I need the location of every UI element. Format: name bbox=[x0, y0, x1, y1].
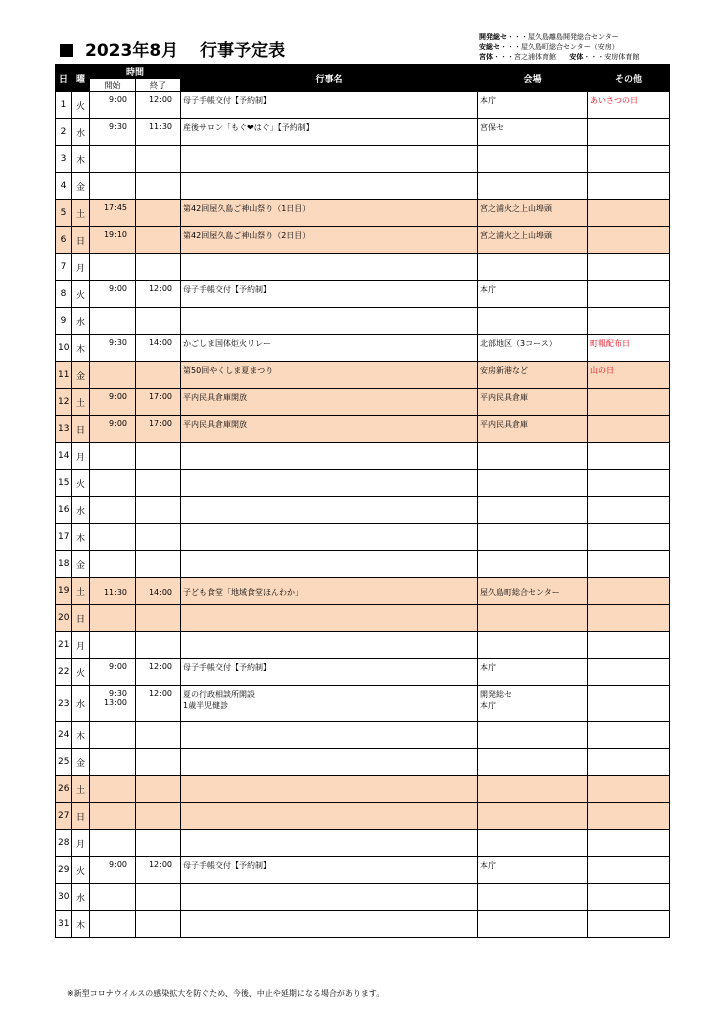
event-cell bbox=[181, 146, 478, 173]
table-row bbox=[56, 857, 670, 884]
weekday-cell: 木 bbox=[72, 524, 90, 551]
day-cell: 23 bbox=[56, 686, 72, 722]
other-cell bbox=[588, 911, 670, 938]
start-time-cell: 11:30 bbox=[90, 578, 136, 605]
venue-cell: 宮之浦火之上山埠頭 bbox=[478, 227, 588, 254]
day-cell: 15 bbox=[56, 470, 72, 497]
legend-line: 開発総セ・・・屋久島離島開発総合センター bbox=[479, 33, 619, 41]
other-cell bbox=[588, 443, 670, 470]
venue-cell: 平内民具倉庫 bbox=[478, 389, 588, 416]
table-row bbox=[56, 389, 670, 416]
footnote: ※新型コロナウイルスの感染拡大を防ぐため、今後、中止や延期になる場合があります。 bbox=[67, 989, 385, 998]
day-cell: 29 bbox=[56, 857, 72, 884]
event-cell bbox=[181, 776, 478, 803]
table-row bbox=[56, 92, 670, 119]
table-row bbox=[56, 443, 670, 470]
weekday-cell: 日 bbox=[72, 605, 90, 632]
event-cell bbox=[181, 308, 478, 335]
event-cell bbox=[181, 830, 478, 857]
day-cell: 20 bbox=[56, 605, 72, 632]
venue-cell bbox=[478, 722, 588, 749]
end-time-cell: 11:30 bbox=[136, 119, 181, 146]
other-cell bbox=[588, 497, 670, 524]
venue-cell bbox=[478, 173, 588, 200]
table-row bbox=[56, 173, 670, 200]
event-cell bbox=[181, 722, 478, 749]
weekday-cell: 金 bbox=[72, 551, 90, 578]
table-row bbox=[56, 605, 670, 632]
venue-cell bbox=[478, 497, 588, 524]
end-time-cell: 12:00 bbox=[136, 857, 181, 884]
other-cell bbox=[588, 722, 670, 749]
end-time-cell bbox=[136, 884, 181, 911]
weekday-cell: 水 bbox=[72, 497, 90, 524]
day-cell: 3 bbox=[56, 146, 72, 173]
event-cell: かごしま国体炬火リレー bbox=[181, 335, 478, 362]
venue-cell: 宮保セ bbox=[478, 119, 588, 146]
start-time-cell: 9:30 bbox=[90, 335, 136, 362]
event-cell: 産後サロン「もぐ❤はぐ」【予約制】 bbox=[181, 119, 478, 146]
venue-cell bbox=[478, 803, 588, 830]
start-time-cell bbox=[90, 254, 136, 281]
start-time-cell bbox=[90, 749, 136, 776]
weekday-cell: 月 bbox=[72, 443, 90, 470]
table-row bbox=[56, 119, 670, 146]
weekday-cell: 水 bbox=[72, 884, 90, 911]
other-cell bbox=[588, 146, 670, 173]
venue-cell bbox=[478, 146, 588, 173]
venue-cell: 本庁 bbox=[478, 92, 588, 119]
other-cell bbox=[588, 605, 670, 632]
end-time-cell: 12:00 bbox=[136, 686, 181, 722]
other-cell bbox=[588, 173, 670, 200]
day-cell: 4 bbox=[56, 173, 72, 200]
weekday-cell: 月 bbox=[72, 632, 90, 659]
table-row bbox=[56, 470, 670, 497]
venue-cell bbox=[478, 776, 588, 803]
start-time-cell bbox=[90, 830, 136, 857]
other-cell bbox=[588, 551, 670, 578]
other-cell: 町報配布日 bbox=[588, 335, 670, 362]
weekday-cell: 木 bbox=[72, 335, 90, 362]
end-time-cell bbox=[136, 173, 181, 200]
event-cell bbox=[181, 551, 478, 578]
venue-cell bbox=[478, 308, 588, 335]
other-cell bbox=[588, 632, 670, 659]
end-time-cell bbox=[136, 308, 181, 335]
venue-cell: 北部地区（3コース） bbox=[478, 335, 588, 362]
start-time-cell: 9:00 bbox=[90, 659, 136, 686]
day-cell: 22 bbox=[56, 659, 72, 686]
event-cell: 平内民具倉庫開放 bbox=[181, 389, 478, 416]
end-time-cell bbox=[136, 200, 181, 227]
other-cell bbox=[588, 776, 670, 803]
day-cell: 17 bbox=[56, 524, 72, 551]
event-cell: 母子手帳交付【予約制】 bbox=[181, 659, 478, 686]
table-row bbox=[56, 308, 670, 335]
event-cell: 平内民具倉庫開放 bbox=[181, 416, 478, 443]
table-row bbox=[56, 749, 670, 776]
other-cell bbox=[588, 308, 670, 335]
day-cell: 8 bbox=[56, 281, 72, 308]
table-row bbox=[56, 578, 670, 605]
end-time-cell: 14:00 bbox=[136, 578, 181, 605]
start-time-cell bbox=[90, 470, 136, 497]
event-cell bbox=[181, 803, 478, 830]
other-cell bbox=[588, 524, 670, 551]
weekday-cell: 土 bbox=[72, 776, 90, 803]
other-cell bbox=[588, 857, 670, 884]
day-cell: 28 bbox=[56, 830, 72, 857]
event-cell bbox=[181, 605, 478, 632]
venue-cell: 安房新港など bbox=[478, 362, 588, 389]
end-time-cell: 12:00 bbox=[136, 281, 181, 308]
weekday-cell: 火 bbox=[72, 281, 90, 308]
end-time-cell bbox=[136, 497, 181, 524]
weekday-cell: 火 bbox=[72, 92, 90, 119]
square-bullet-icon bbox=[60, 44, 73, 57]
event-cell bbox=[181, 524, 478, 551]
weekday-cell: 日 bbox=[72, 227, 90, 254]
event-cell: 夏の行政相談所開設 1歳半児健診 bbox=[181, 686, 478, 722]
abbreviation-legend bbox=[479, 32, 639, 62]
end-time-cell bbox=[136, 443, 181, 470]
end-time-cell bbox=[136, 803, 181, 830]
event-cell bbox=[181, 632, 478, 659]
title-month: 2023年8月 bbox=[85, 41, 179, 61]
weekday-cell: 土 bbox=[72, 200, 90, 227]
event-cell: 母子手帳交付【予約制】 bbox=[181, 857, 478, 884]
legend-line: 宮体・・・宮之浦体育館 安体・・・安房体育館 bbox=[479, 53, 640, 61]
page-title bbox=[60, 36, 285, 61]
event-cell bbox=[181, 911, 478, 938]
title-sub: 行事予定表 bbox=[200, 41, 286, 61]
table-row bbox=[56, 416, 670, 443]
event-cell bbox=[181, 443, 478, 470]
venue-cell: 本庁 bbox=[478, 281, 588, 308]
weekday-cell: 木 bbox=[72, 722, 90, 749]
event-cell bbox=[181, 497, 478, 524]
day-cell: 14 bbox=[56, 443, 72, 470]
venue-cell bbox=[478, 524, 588, 551]
weekday-cell: 月 bbox=[72, 830, 90, 857]
day-cell: 31 bbox=[56, 911, 72, 938]
other-cell bbox=[588, 686, 670, 722]
weekday-cell: 月 bbox=[72, 254, 90, 281]
start-time-cell: 19:10 bbox=[90, 227, 136, 254]
venue-cell bbox=[478, 911, 588, 938]
other-cell bbox=[588, 659, 670, 686]
venue-cell bbox=[478, 254, 588, 281]
weekday-cell: 土 bbox=[72, 389, 90, 416]
event-cell: 母子手帳交付【予約制】 bbox=[181, 281, 478, 308]
day-cell: 18 bbox=[56, 551, 72, 578]
end-time-cell: 17:00 bbox=[136, 416, 181, 443]
day-cell: 24 bbox=[56, 722, 72, 749]
event-cell: 第42回屋久島ご神山祭り（2日目） bbox=[181, 227, 478, 254]
table-row bbox=[56, 281, 670, 308]
venue-cell: 開発総セ 本庁 bbox=[478, 686, 588, 722]
venue-cell bbox=[478, 605, 588, 632]
day-cell: 16 bbox=[56, 497, 72, 524]
venue-cell bbox=[478, 884, 588, 911]
table-row bbox=[56, 146, 670, 173]
weekday-cell: 木 bbox=[72, 146, 90, 173]
start-time-cell: 9:00 bbox=[90, 416, 136, 443]
event-cell bbox=[181, 884, 478, 911]
end-time-cell bbox=[136, 830, 181, 857]
day-cell: 25 bbox=[56, 749, 72, 776]
start-time-cell bbox=[90, 497, 136, 524]
start-time-cell bbox=[90, 911, 136, 938]
header-weekday: 曜 bbox=[72, 65, 90, 92]
table-row bbox=[56, 686, 670, 722]
venue-cell: 宮之浦火之上山埠頭 bbox=[478, 200, 588, 227]
table-row bbox=[56, 362, 670, 389]
header-day: 日 bbox=[56, 65, 72, 92]
other-cell bbox=[588, 389, 670, 416]
end-time-cell: 12:00 bbox=[136, 92, 181, 119]
day-cell: 19 bbox=[56, 578, 72, 605]
weekday-cell: 水 bbox=[72, 686, 90, 722]
table-row bbox=[56, 254, 670, 281]
table-row bbox=[56, 722, 670, 749]
event-cell: 母子手帳交付【予約制】 bbox=[181, 92, 478, 119]
start-time-cell bbox=[90, 146, 136, 173]
venue-cell: 本庁 bbox=[478, 857, 588, 884]
start-time-cell: 9:00 bbox=[90, 389, 136, 416]
end-time-cell bbox=[136, 911, 181, 938]
end-time-cell bbox=[136, 776, 181, 803]
venue-cell: 平内民具倉庫 bbox=[478, 416, 588, 443]
other-cell bbox=[588, 749, 670, 776]
event-cell: 第50回やくしま夏まつり bbox=[181, 362, 478, 389]
weekday-cell: 木 bbox=[72, 911, 90, 938]
weekday-cell: 水 bbox=[72, 308, 90, 335]
end-time-cell bbox=[136, 749, 181, 776]
table-row bbox=[56, 200, 670, 227]
venue-cell bbox=[478, 632, 588, 659]
end-time-cell bbox=[136, 254, 181, 281]
start-time-cell bbox=[90, 605, 136, 632]
other-cell bbox=[588, 200, 670, 227]
start-time-cell bbox=[90, 362, 136, 389]
weekday-cell: 土 bbox=[72, 578, 90, 605]
end-time-cell: 17:00 bbox=[136, 389, 181, 416]
venue-cell: 本庁 bbox=[478, 659, 588, 686]
header-venue: 会場 bbox=[478, 65, 588, 92]
weekday-cell: 金 bbox=[72, 749, 90, 776]
other-cell bbox=[588, 416, 670, 443]
event-cell: 第42回屋久島ご神山祭り（1日目） bbox=[181, 200, 478, 227]
table-row bbox=[56, 659, 670, 686]
table-row bbox=[56, 884, 670, 911]
end-time-cell bbox=[136, 362, 181, 389]
other-cell bbox=[588, 830, 670, 857]
day-cell: 10 bbox=[56, 335, 72, 362]
day-cell: 26 bbox=[56, 776, 72, 803]
weekday-cell: 日 bbox=[72, 416, 90, 443]
other-cell: 山の日 bbox=[588, 362, 670, 389]
other-cell bbox=[588, 803, 670, 830]
start-time-cell bbox=[90, 632, 136, 659]
header-end: 終了 bbox=[136, 79, 181, 92]
end-time-cell bbox=[136, 605, 181, 632]
weekday-cell: 火 bbox=[72, 857, 90, 884]
table-row bbox=[56, 830, 670, 857]
weekday-cell: 水 bbox=[72, 119, 90, 146]
legend-line: 安総セ・・・屋久島町総合センター（安房） bbox=[479, 43, 619, 51]
venue-cell: 屋久島町総合センター bbox=[478, 578, 588, 605]
day-cell: 5 bbox=[56, 200, 72, 227]
venue-cell bbox=[478, 470, 588, 497]
start-time-cell: 9:30 bbox=[90, 119, 136, 146]
event-cell bbox=[181, 254, 478, 281]
end-time-cell bbox=[136, 551, 181, 578]
table-row bbox=[56, 497, 670, 524]
venue-cell bbox=[478, 551, 588, 578]
weekday-cell: 日 bbox=[72, 803, 90, 830]
event-cell bbox=[181, 173, 478, 200]
venue-cell bbox=[478, 443, 588, 470]
start-time-cell bbox=[90, 884, 136, 911]
end-time-cell bbox=[136, 470, 181, 497]
other-cell: あいさつの日 bbox=[588, 92, 670, 119]
start-time-cell bbox=[90, 722, 136, 749]
end-time-cell bbox=[136, 632, 181, 659]
start-time-cell: 9:30 13:00 bbox=[90, 686, 136, 722]
table-row bbox=[56, 776, 670, 803]
start-time-cell: 9:00 bbox=[90, 857, 136, 884]
table-row bbox=[56, 911, 670, 938]
weekday-cell: 金 bbox=[72, 362, 90, 389]
start-time-cell: 17:45 bbox=[90, 200, 136, 227]
start-time-cell bbox=[90, 776, 136, 803]
other-cell bbox=[588, 281, 670, 308]
start-time-cell bbox=[90, 551, 136, 578]
start-time-cell bbox=[90, 803, 136, 830]
event-cell bbox=[181, 470, 478, 497]
other-cell bbox=[588, 254, 670, 281]
table-row bbox=[56, 632, 670, 659]
header-time: 時間 bbox=[90, 65, 181, 79]
start-time-cell: 9:00 bbox=[90, 92, 136, 119]
start-time-cell: 9:00 bbox=[90, 281, 136, 308]
start-time-cell bbox=[90, 308, 136, 335]
event-cell bbox=[181, 749, 478, 776]
weekday-cell: 金 bbox=[72, 173, 90, 200]
end-time-cell bbox=[136, 227, 181, 254]
venue-cell bbox=[478, 749, 588, 776]
table-row bbox=[56, 524, 670, 551]
event-cell: 子ども食堂「地域食堂ほんわか」 bbox=[181, 578, 478, 605]
end-time-cell: 14:00 bbox=[136, 335, 181, 362]
other-cell bbox=[588, 119, 670, 146]
header-other: その他 bbox=[588, 65, 670, 92]
day-cell: 9 bbox=[56, 308, 72, 335]
day-cell: 30 bbox=[56, 884, 72, 911]
table-row bbox=[56, 551, 670, 578]
other-cell bbox=[588, 470, 670, 497]
day-cell: 11 bbox=[56, 362, 72, 389]
table-row bbox=[56, 803, 670, 830]
other-cell bbox=[588, 884, 670, 911]
end-time-cell: 12:00 bbox=[136, 659, 181, 686]
weekday-cell: 火 bbox=[72, 470, 90, 497]
table-row bbox=[56, 335, 670, 362]
day-cell: 13 bbox=[56, 416, 72, 443]
end-time-cell bbox=[136, 146, 181, 173]
end-time-cell bbox=[136, 722, 181, 749]
day-cell: 6 bbox=[56, 227, 72, 254]
weekday-cell: 火 bbox=[72, 659, 90, 686]
day-cell: 21 bbox=[56, 632, 72, 659]
end-time-cell bbox=[136, 524, 181, 551]
day-cell: 2 bbox=[56, 119, 72, 146]
venue-cell bbox=[478, 830, 588, 857]
start-time-cell bbox=[90, 173, 136, 200]
other-cell bbox=[588, 227, 670, 254]
table-row bbox=[56, 227, 670, 254]
day-cell: 12 bbox=[56, 389, 72, 416]
day-cell: 1 bbox=[56, 92, 72, 119]
start-time-cell bbox=[90, 443, 136, 470]
day-cell: 7 bbox=[56, 254, 72, 281]
header-event: 行事名 bbox=[181, 65, 478, 92]
other-cell bbox=[588, 578, 670, 605]
schedule-table bbox=[55, 64, 670, 938]
start-time-cell bbox=[90, 524, 136, 551]
day-cell: 27 bbox=[56, 803, 72, 830]
header-start: 開始 bbox=[90, 79, 136, 92]
